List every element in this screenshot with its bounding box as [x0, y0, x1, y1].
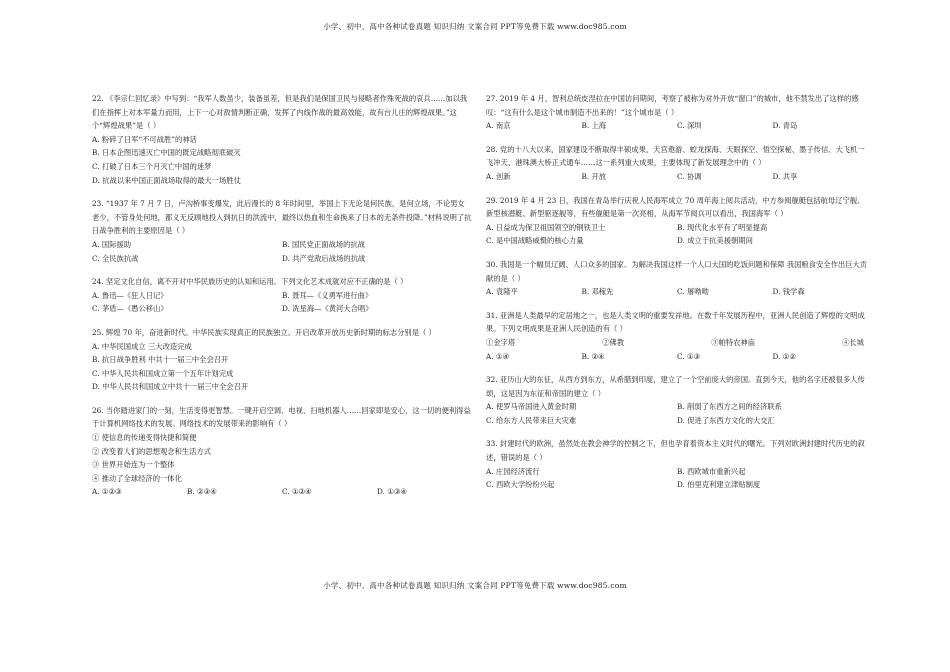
answer-option[interactable]: C. 协调 — [677, 171, 702, 181]
answer-option[interactable]: D. 青岛 — [772, 121, 798, 131]
page-footer: 小学、初中、高中各种试卷真题 知识归纳 文案合同 PPT等免费下载 www.doc985.com — [323, 581, 627, 590]
answer-option[interactable]: D. ①② — [772, 351, 796, 361]
answer-option[interactable]: A. 使罗马帝国进入黄金时期 — [486, 402, 577, 412]
answer-option[interactable]: C. 中华人民共和国成立第一个五年计划完成 — [92, 368, 234, 378]
question — [486, 143, 868, 184]
statement-item: ③ 世界开始连为一个整体 — [92, 460, 175, 470]
question-stem: 33. 封建时代的欧洲，虽然处在教会神学的控制之下，但也孕育着资本主义时代的曙光。下列对欧洲封建时代历史的叙述，错误的是（ ） — [486, 439, 865, 463]
answer-option[interactable]: D. 钱学森 — [772, 287, 805, 297]
answer-option[interactable]: A. 鲁迅—《狂人日记》 — [92, 290, 168, 300]
answer-option[interactable]: C. ①②④ — [282, 487, 312, 497]
answer-option[interactable]: D. 促进了东西方文化的大交汇 — [677, 415, 775, 425]
answer-option[interactable]: D. 冼星海—《黄河大合唱》 — [282, 304, 373, 314]
statement-item: ③帕特农神庙 — [711, 337, 756, 347]
answer-option[interactable]: D. 共享 — [772, 171, 798, 181]
question-stem: 22. 《李宗仁回忆录》中写到：“我军人数虽少，装备虽差，但是我们是保国卫民与侵略者作殊死战的哀兵……加以我们在指挥上对本军量力而用，上下一心对敌情判断正确，发挥了内线作战的最高效能，故有台儿庄的辉煌战果。”这个“辉煌战果”是（ ） — [92, 94, 468, 131]
statement-item: ①金字塔 — [486, 337, 516, 347]
answer-option[interactable]: D. 伯里克利建立津贴制度 — [677, 480, 761, 490]
statement-row — [486, 336, 868, 350]
answer-option[interactable]: A. ①②③ — [92, 487, 122, 497]
answer-option[interactable]: A. 庄园经济流行 — [486, 466, 540, 476]
answer-option[interactable]: C. ①③ — [677, 351, 701, 361]
question-stem: 29. 2019 年 4 月 23 日，我国在青岛举行庆祝人民海军成立 70 周年海上阅兵活动，中方参阅舰艇包括航母辽宁舰、新型核潜艇、新型驱逐舰等，有些舰艇是第一次亮相，从海军节阅兵可以看出，我国海军（ ） — [486, 195, 865, 219]
answer-option[interactable]: C. 打破了日本三个月灭亡中国的迷梦 — [92, 161, 212, 171]
answer-option[interactable]: D. ①③④ — [377, 487, 407, 497]
question-stem: 28. 党的十八大以来，国家建设不断取得丰硕成果，天宫遨游、蛟龙探海、天眼探空、悟空探秘、墨子传信、大飞机一飞冲天、港珠澳大桥正式通车……这一系列重大成果，主要体现了新发展理念中的（ ） — [486, 144, 865, 168]
question — [92, 275, 472, 316]
statement-item: ② 改变着人们的思想观念和生活方式 — [92, 446, 212, 456]
question-stem: 32. 亚历山大的东征，从西方到东方，从希腊到印度，建立了一个空前庞大的帝国。直到今天，他的名字还被很多人传颂，这是因为东征和帝国的建立（ ） — [486, 375, 865, 398]
answer-option[interactable]: B. ②③④ — [187, 487, 217, 497]
answer-option[interactable]: B. 现代化水平有了明显提高 — [677, 222, 768, 232]
option-row — [486, 119, 868, 133]
option-row — [92, 238, 472, 252]
question — [486, 92, 868, 133]
answer-option[interactable]: B. 国民党正面战场的抗战 — [282, 239, 365, 249]
question — [486, 258, 868, 299]
question — [486, 194, 868, 248]
answer-option[interactable]: B. 日本企图迅速灭亡中国的既定战略彻底破灭 — [92, 148, 241, 158]
option-row — [92, 485, 472, 499]
option-row — [486, 221, 868, 235]
question — [92, 326, 472, 394]
option-row — [92, 289, 472, 303]
option-row — [486, 400, 868, 414]
option-row — [486, 478, 868, 492]
question-stem: 27. 2019 年 4 月，智利总统皮涅拉在中国访问期间，考察了被称为对外开放“窗口”的城市，他不禁发出了这样的感叹：“这有什么是这个城市制造不出来的！”这个城市是（ ） — [486, 94, 859, 117]
left-column — [92, 92, 472, 509]
answer-option[interactable]: C. 屠呦呦 — [677, 287, 709, 297]
statement-item: ④ 推动了全球经济的一体化 — [92, 473, 182, 483]
option-row — [486, 414, 868, 428]
option-row — [486, 170, 868, 184]
statement-item: ① 使信息的传递变得快捷和简便 — [92, 433, 197, 443]
answer-option[interactable]: C. 是中国战略威慑的核心力量 — [486, 236, 584, 246]
question-stem: 26. 当你踏进家门的一刻，生活变得更智慧。一键开启空调、电视、扫地机器人……回家即是安心，这一切的便利得益于计算机网络技术的发展。网络技术的发展带来的影响有（ ） — [92, 405, 471, 429]
answer-option[interactable]: D. 共产党敌后战场的抗战 — [282, 253, 366, 263]
question-stem: 25. 辉煌 70 年，奋进新时代。中华民族实现真正的民族独立、开启改革开放历史新时期的标志分别是（ ） — [92, 327, 436, 337]
right-column — [486, 92, 868, 502]
answer-option[interactable]: C. 西欧大学纷纷兴起 — [486, 480, 555, 490]
question — [486, 437, 868, 491]
option-row — [92, 302, 472, 316]
answer-option[interactable]: B. 上海 — [581, 121, 607, 131]
question — [486, 309, 868, 363]
answer-option[interactable]: A. 日益成为保卫祖国领空的钢铁卫士 — [486, 222, 606, 232]
option-row — [486, 234, 868, 248]
answer-option[interactable]: C. 全民族抗战 — [92, 253, 139, 263]
answer-option[interactable]: D. 中华人民共和国成立中共十一届三中全会召开 — [92, 382, 249, 392]
answer-option[interactable]: B. 开放 — [581, 171, 607, 181]
page-header: 小学、初中、高中各种试卷真题 知识归纳 文案合同 PPT等免费下载 www.doc985.com — [323, 22, 627, 31]
answer-option[interactable]: A. ①④ — [486, 351, 509, 361]
question — [92, 92, 472, 187]
answer-option[interactable]: B. ②④ — [581, 351, 605, 361]
answer-option[interactable]: B. 抗日战争胜利 中共十一届三中全会召开 — [92, 355, 229, 365]
answer-option[interactable]: A. 中华民国成立 三大改造完成 — [92, 341, 192, 351]
answer-option[interactable]: C. 深圳 — [677, 121, 702, 131]
question — [92, 404, 472, 499]
answer-option[interactable]: C. 给东方人民带来巨大灾难 — [486, 415, 577, 425]
question — [92, 197, 472, 265]
question-stem: 31. 亚洲是人类最早的定居地之一，也是人类文明的重要发祥地。在数千年发展历程中，亚洲人民创造了辉煌的文明成果。下列文明成果是亚洲人民创造的有（ ） — [486, 310, 865, 334]
statement-item: ④长城 — [842, 337, 864, 347]
question-stem: 24. 坚定文化自信，离不开对中华民族历史的认知和运用。下列文化艺术成就对应不正确的是（ ） — [92, 277, 408, 287]
answer-option[interactable]: D. 成立于抗美援朝期间 — [677, 236, 753, 246]
question — [486, 373, 868, 427]
answer-option[interactable]: B. 西欧城市重新兴起 — [677, 466, 746, 476]
question-stem: 30. 我国是一个幅员辽阔、人口众多的国家。为解决我国这样一个人口大国的吃饭问题和保障 我国粮食安全作出巨大贡献的是（ ） — [486, 259, 868, 283]
answer-option[interactable]: A. 粉碎了日军“不可战胜”的神话 — [92, 134, 197, 144]
answer-option[interactable]: B. 聂耳—《义勇军进行曲》 — [282, 290, 373, 300]
option-row — [486, 350, 868, 364]
option-row — [486, 285, 868, 299]
answer-option[interactable]: A. 袁隆平 — [486, 287, 518, 297]
answer-option[interactable]: B. 邓稼先 — [581, 287, 614, 297]
option-row — [92, 252, 472, 266]
answer-option[interactable]: C. 茅盾—《愚公移山》 — [92, 304, 168, 314]
answer-option[interactable]: D. 抗战以来中国正面战场取得的最大一场胜仗 — [92, 175, 241, 185]
option-row — [486, 465, 868, 479]
answer-option[interactable]: A. 创新 — [486, 171, 511, 181]
answer-option[interactable]: A. 国际援助 — [92, 239, 132, 249]
question-stem: 23. “1937 年 7 月 7 日，卢沟桥事变爆发，此后漫长的 8 年时间里，举国上下无论是何民族，是何立场，不论男女老少，不管身处何地，都义无反顾地投入到抗日的洪流中，最终以热血和生命换来了日本的无条件投降。”材料说明了抗日战争胜利的主要原因是（ ） — [92, 199, 472, 236]
statement-item: ②佛教 — [602, 337, 625, 347]
answer-option[interactable]: A. 南京 — [486, 121, 511, 131]
answer-option[interactable]: B. 削弱了东西方之间的经济联系 — [677, 402, 782, 412]
